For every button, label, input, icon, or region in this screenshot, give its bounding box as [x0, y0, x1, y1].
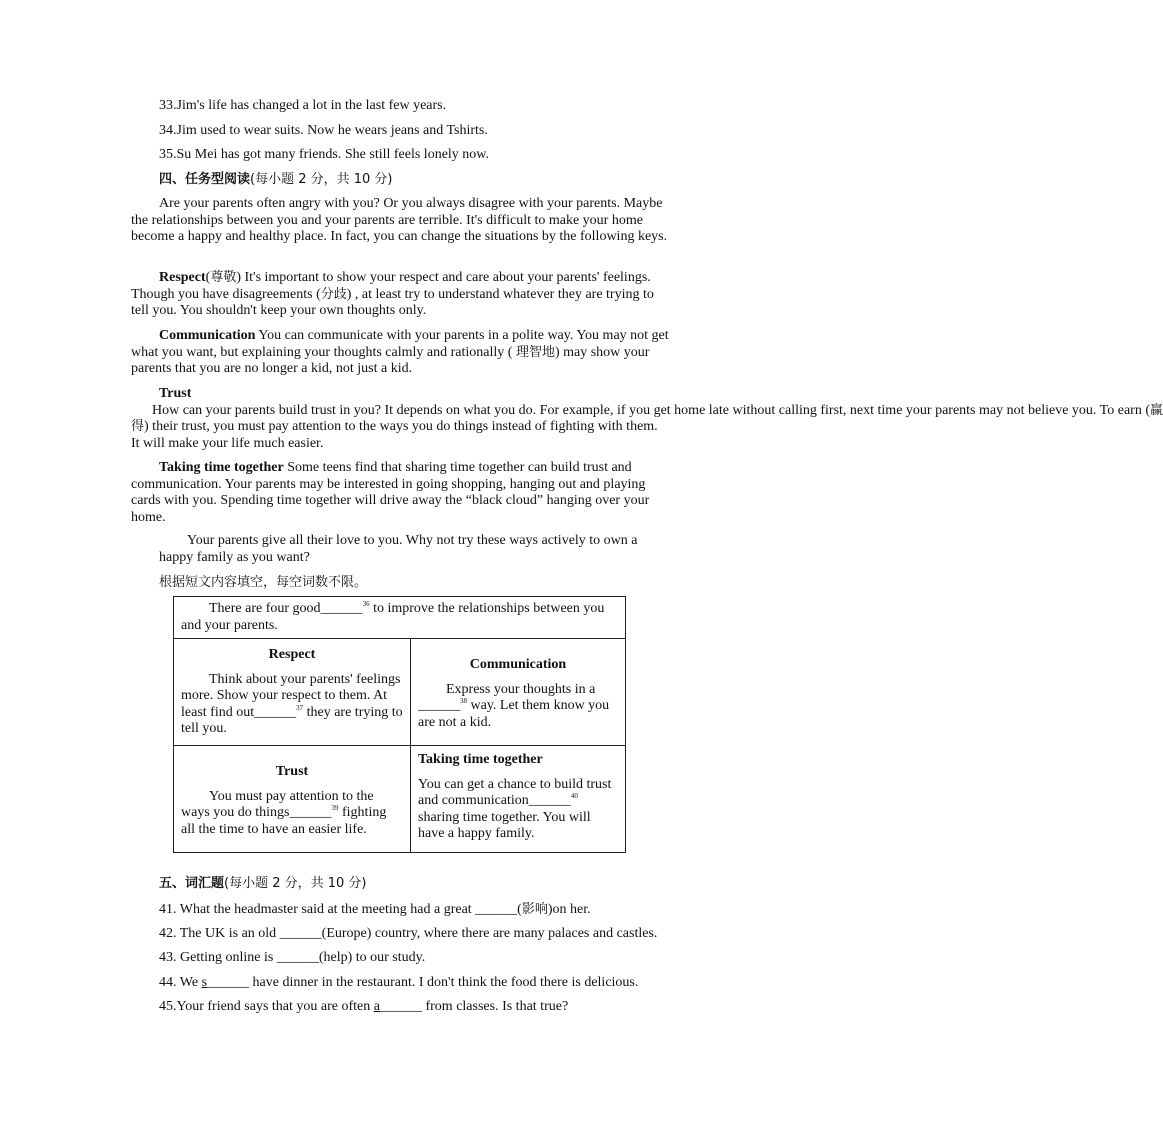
question-44: 44. We s______ have dinner in the restaurant. I don't think the food there is delicious.	[159, 975, 639, 990]
respect-text-b: ) It's important to show your respect and care about your parents' feelings. Though you have disagreements (	[131, 270, 651, 302]
communication-text-a: You can communicate with your parents in a polite way. You may not get what you want, but explaining your thoughts calmly and rationally (	[131, 328, 669, 360]
fill-instruction: 根据短文内容填空，每空词数不限。	[159, 575, 368, 590]
respect-cn: 尊敬	[210, 270, 237, 285]
section-4-score: (每小题 2 分，共 10 分)	[250, 172, 393, 187]
hint-letter-s: s	[201, 975, 208, 990]
communication-cell-title: Communication	[469, 657, 567, 672]
section-5-title: 五、词汇题	[159, 876, 225, 891]
passage-communication	[131, 328, 669, 378]
passage-time-together	[131, 460, 669, 526]
trust-cell	[174, 746, 411, 853]
trust-text-b: ) their trust, you must pay attention to the ways you do things instead of fighting with them. It will make your life much easier.	[131, 419, 658, 451]
communication-text-b: ) may show your parents that you are no longer a kid, not just a kid.	[131, 344, 650, 376]
blank-36-number: 36	[362, 600, 370, 608]
question-34: 34.Jim used to wear suits. Now he wears jeans and Tshirts.	[159, 123, 488, 138]
question-41: 41. What the headmaster said at the meeting had a great ______(影响)on her.	[159, 902, 591, 917]
section-5-score: (每小题 2 分，共 10 分)	[224, 876, 367, 891]
time-together-cell	[411, 746, 626, 853]
question-45: 45.Your friend says that you are often a______ from classes. Is that true?	[159, 999, 569, 1014]
question-35: 35.Su Mei has got many friends. She still feels lonely now.	[159, 147, 489, 162]
table-top-cell	[174, 597, 626, 639]
blank-40-number: 40	[570, 792, 578, 800]
respect-text-c: ) , at least try to understand whatever they are trying to tell you. You shouldn't keep your own thoughts only.	[131, 286, 654, 318]
time-together-cell-text: You can get a chance to build trust and communication______$^{40}$ sharing time together. You will have a happy family.	[418, 776, 612, 841]
trust-cell-text: You must pay attention to the ways you do things______$^{39}$ fighting all the time to have an easier life.	[181, 788, 387, 837]
trust-text-a: How can your parents build trust in you? It depends on what you do. For example, if you get home late without calling first, next time your parents may not believe you. To earn (	[131, 402, 1150, 418]
passage-intro-text: Are your parents often angry with you? Or you always disagree with your parents. Maybe the relationships between you and your parents are terrible. It's difficult to make your home become a happy and healthy place. In fact, you can change the situations by the following keys.	[131, 196, 668, 244]
respect-cn2: 分歧	[320, 286, 347, 302]
respect-cell-title: Respect	[268, 647, 316, 662]
hint-letter-a: a	[373, 999, 380, 1014]
respect-text-a: (	[205, 270, 211, 285]
question-33: 33.Jim's life has changed a lot in the last few years.	[159, 98, 447, 113]
section-4-title: 四、任务型阅读	[159, 172, 251, 187]
question-42: 42. The UK is an old ______(Europe) country, where there are many palaces and castles.	[159, 926, 658, 941]
blank-38-number: 38	[460, 697, 467, 705]
passage-respect	[131, 270, 669, 320]
communication-heading: Communication	[159, 328, 256, 343]
time-together-text: Some teens find that sharing time together can build trust and communication. Your parents may be interested in going shopping, hanging out and playing cards with you. Spending time together will drive away the “black cloud” hanging over your home.	[131, 460, 650, 525]
communication-cn: 理智地	[515, 344, 555, 360]
time-together-cell-title: Taking time together	[418, 752, 543, 767]
question-43: 43. Getting online is ______(help) to our study.	[159, 950, 426, 965]
time-together-heading: Taking time together	[159, 460, 284, 475]
task-table	[173, 596, 626, 853]
respect-cell	[174, 639, 411, 746]
trust-heading: Trust	[159, 386, 192, 401]
respect-heading: Respect	[159, 270, 206, 285]
respect-cell-text: Think about your parents' feelings more. Show your respect to them. At least find out______$^{37}$ they are trying to tell you.	[181, 671, 403, 736]
closing-text: Your parents give all their love to you. Why not try these ways actively to own a happy family as you want?	[159, 533, 638, 565]
trust-cn: 赢得	[131, 402, 1163, 434]
section-5-heading	[159, 875, 367, 892]
passage-trust	[131, 386, 1163, 452]
passage-closing	[159, 533, 659, 566]
passage-intro	[131, 196, 669, 246]
table-top-text: There are four good______$^{36}$ to improve the relationships between you and your parents.	[181, 600, 605, 633]
blank-39-number: 39	[331, 804, 339, 812]
section-4-heading	[159, 171, 393, 188]
communication-cell	[411, 639, 626, 746]
communication-cell-text: Express your thoughts in a ______$^{38}$ way. Let them know you are not a kid.	[418, 681, 610, 730]
blank-37-number: 37	[296, 703, 304, 712]
trust-cell-title: Trust	[275, 764, 309, 779]
